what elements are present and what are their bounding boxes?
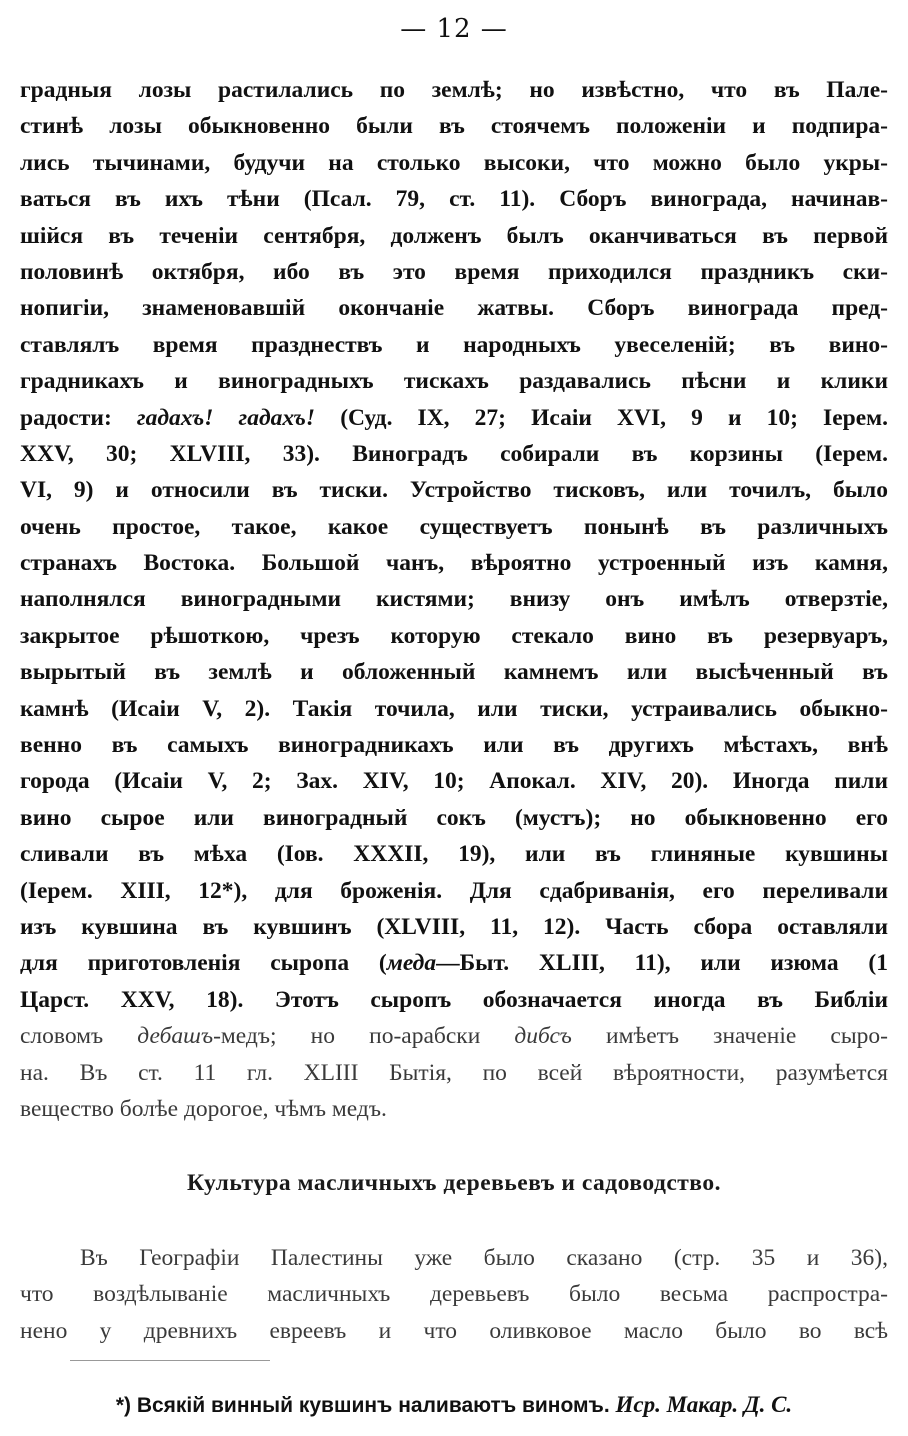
main-paragraph	[20, 72, 888, 1127]
text-line: ваться въ ихъ тѣни (Псал. 79, ст. 11). Сборъ винограда, начинав-	[20, 186, 888, 213]
text-line: Въ Географіи Палестины уже было сказано (стр. 35 и 36),	[80, 1245, 888, 1271]
italic-term: дебашъ	[137, 1023, 214, 1050]
footnote-divider	[70, 1360, 270, 1361]
text-fragment: (Суд. IX, 27; Исаіи XVI, 9 и 10; Iерем.	[315, 404, 889, 431]
text-line: Царст. XXV, 18). Этотъ сыропъ обозначается иногда въ Библіи	[20, 986, 888, 1013]
text-line: нено у древнихъ евреевъ и что оливковое масло было во всѣ	[20, 1317, 888, 1344]
section-heading: Культура масличныхъ деревьевъ и садоводство.	[187, 1170, 721, 1196]
text-line: лись тычинами, будучи на столько высоки, что можно было укры-	[20, 149, 888, 176]
text-fragment: радости:	[20, 404, 112, 431]
text-line: вещество болѣе дорогое, чѣмъ медъ.	[20, 1095, 387, 1122]
text-line: города (Исаіи V, 2; Зах. XIV, 10; Апокал. XIV, 20). Иногда пили	[20, 768, 888, 795]
page-number: — 12 —	[400, 14, 508, 44]
text-fragment: словомъ	[20, 1023, 104, 1050]
text-line: закрытое рѣшоткою, чрезъ которую стекало вино въ резервуаръ,	[20, 622, 888, 649]
text-fragment: —Быт. XLIII, 11), или изюма (1	[436, 950, 889, 977]
text-line: изъ кувшина въ кувшинъ (XLVIII, 11, 12). Часть сбора оставляли	[20, 913, 888, 940]
text-line	[20, 1018, 888, 1054]
text-line: градникахъ и виноградныхъ тискахъ раздавались пѣсни и клики	[20, 368, 888, 395]
text-line: сливали въ мѣха (Iов. XXXII, 19), или въ глиняные кувшины	[20, 841, 888, 868]
text-line: половинѣ октября, ибо въ это время приходился праздникъ ски-	[20, 258, 888, 285]
text-line: вырытый въ землѣ и обложенный камнемъ или высѣченный въ	[20, 659, 888, 686]
text-line: наполнялся виноградными кистями; внизу онъ имѣлъ отверзтіе,	[20, 586, 888, 613]
italic-term: меда	[386, 950, 437, 977]
footnote	[0, 1392, 908, 1418]
footnote-text: *) Всякій винный кувшинъ наливаютъ виномъ.	[115, 1394, 610, 1417]
text-line: ставлялъ время празднествъ и народныхъ увеселеній; въ вино-	[20, 331, 888, 358]
text-line: на. Въ ст. 11 гл. XLIII Бытія, по всей вѣроятности, разумѣется	[20, 1059, 888, 1086]
text-line: нопигіи, знаменовавшій окончаніе жатвы. Сборъ винограда пред-	[20, 295, 888, 322]
text-line: венно въ самыхъ виноградникахъ или въ другихъ мѣстахъ, внѣ	[20, 732, 888, 759]
italic-exclamation: гадахъ! гадахъ!	[136, 404, 316, 431]
footnote-signature: Иср. Макар. Д. С.	[615, 1392, 793, 1417]
italic-term: дибсъ	[514, 1023, 572, 1050]
text-line: что воздѣлываніе масличныхъ деревьевъ было весьма распростра-	[20, 1281, 888, 1308]
text-line	[20, 945, 888, 981]
text-line	[20, 400, 888, 436]
text-line: очень простое, такое, какое существуетъ понынѣ въ различныхъ	[20, 513, 888, 540]
text-line: (Iерем. XIII, 12*), для броженія. Для сдабриванія, его переливали	[20, 877, 888, 904]
section-paragraph	[20, 1240, 888, 1349]
text-line: странахъ Востока. Большой чанъ, вѣроятно устроенный изъ камня,	[20, 550, 888, 577]
text-line: вино сырое или виноградный сокъ (мустъ); но обыкновенно его	[20, 804, 888, 831]
text-line: XXV, 30; XLVIII, 33). Виноградъ собирали въ корзины (Iерем.	[20, 440, 888, 467]
text-line: стинѣ лозы обыкновенно были въ стоячемъ положеніи и подпира-	[20, 113, 888, 140]
text-fragment: для приготовленія сыропа (	[20, 950, 387, 977]
text-line: камнѣ (Исаіи V, 2). Такія точила, или тиски, устраивались обыкно-	[20, 695, 888, 722]
text-line: шійся въ теченіи сентября, долженъ былъ оканчиваться въ первой	[20, 222, 888, 249]
text-line: VI, 9) и относили въ тиски. Устройство тисковъ, или точилъ, было	[20, 477, 888, 504]
text-fragment: -медъ; но по-арабски	[213, 1023, 515, 1050]
text-fragment: имѣетъ значеніе сыро-	[571, 1023, 888, 1050]
text-line: градныя лозы растилались по землѣ; но извѣстно, что въ Пале-	[20, 77, 888, 103]
